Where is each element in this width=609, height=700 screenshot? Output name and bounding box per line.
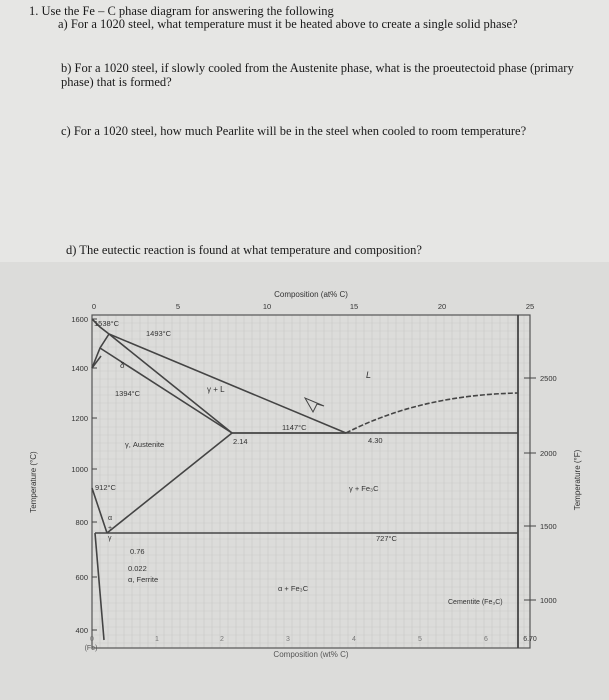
label-alpha-gamma-g: γ xyxy=(108,535,112,542)
top-tick-25: 25 xyxy=(525,302,535,311)
label-alpha-fe3c: α + Fe₃C xyxy=(278,584,309,593)
label-1147: 1147°C xyxy=(282,423,307,432)
label-076: 0.76 xyxy=(130,547,145,556)
top-tick-0: 0 xyxy=(91,302,97,311)
label-austenite: γ, Austenite xyxy=(125,440,165,449)
left-tick-600: 600 xyxy=(75,573,88,582)
bottom-tick-6.70: 6.70 xyxy=(523,636,537,643)
right-tick-2500: 2500 xyxy=(540,374,557,383)
top-tick-5: 5 xyxy=(175,302,181,311)
right-axis-title: Temperature (°F) xyxy=(573,449,582,511)
label-gamma-fe3c: γ + Fe₃C xyxy=(349,484,379,493)
bottom-tick-1: 1 xyxy=(155,636,159,643)
question-1-heading: 1. Use the Fe – C phase diagram for answering the following xyxy=(29,4,334,18)
bottom-tick-6: 6 xyxy=(484,636,488,643)
question-b: b) For a 1020 steel, if slowly cooled from the Austenite phase, what is the proeutectoid phase (primary phase) that is formed? xyxy=(61,61,574,89)
label-727: 727°C xyxy=(376,534,397,543)
label-alpha-gamma-plus: + xyxy=(108,525,113,532)
question-a: a) For a 1020 steel, what temperature must it be heated above to create a single solid phase? xyxy=(58,17,518,31)
label-delta: δ xyxy=(120,361,125,370)
top-tick-20: 20 xyxy=(437,302,447,311)
right-tick-1000: 1000 xyxy=(540,596,557,605)
label-alpha-ferrite: α, Ferrite xyxy=(128,575,159,584)
top-tick-10: 10 xyxy=(262,302,272,311)
label-1538: 1538°C xyxy=(94,319,120,328)
left-tick-1000: 1000 xyxy=(71,465,88,474)
label-liquid: L xyxy=(366,370,372,380)
question-d: d) The eutectic reaction is found at what temperature and composition? xyxy=(66,243,422,257)
label-214: 2.14 xyxy=(233,437,248,446)
label-0022: 0.022 xyxy=(128,564,147,573)
left-tick-1400: 1400 xyxy=(71,364,88,373)
top-tick-15: 15 xyxy=(349,302,359,311)
label-alpha-gamma-a: α xyxy=(108,515,113,522)
right-tick-2000: 2000 xyxy=(540,449,557,458)
label-1394: 1394°C xyxy=(115,389,141,398)
bottom-axis-title: Composition (wt% C) xyxy=(273,650,349,659)
bottom-tick-5: 5 xyxy=(418,636,422,643)
label-gamma-l: γ + L xyxy=(207,385,225,394)
fe-label: (Fe) xyxy=(84,645,98,652)
bottom-tick-4: 4 xyxy=(352,636,356,643)
label-cementite: Cementite (Fe₃C) xyxy=(448,599,503,606)
bottom-tick-2: 2 xyxy=(220,636,224,643)
question-c: c) For a 1020 steel, how much Pearlite will be in the steel when cooled to room temperature? xyxy=(61,124,527,138)
left-tick-1600: 1600 xyxy=(71,315,88,324)
bottom-tick-0: 0 xyxy=(90,636,94,643)
left-tick-1200: 1200 xyxy=(71,414,88,423)
label-1493: 1493°C xyxy=(146,329,172,338)
bottom-tick-3: 3 xyxy=(286,636,290,643)
left-axis-title: Temperature (°C) xyxy=(29,451,38,513)
left-tick-800: 800 xyxy=(75,518,88,527)
right-tick-1500: 1500 xyxy=(540,522,557,531)
top-axis-title: Composition (at% C) xyxy=(274,290,348,299)
label-430: 4.30 xyxy=(368,436,383,445)
label-912: 912°C xyxy=(95,483,116,492)
left-tick-400: 400 xyxy=(75,626,88,635)
